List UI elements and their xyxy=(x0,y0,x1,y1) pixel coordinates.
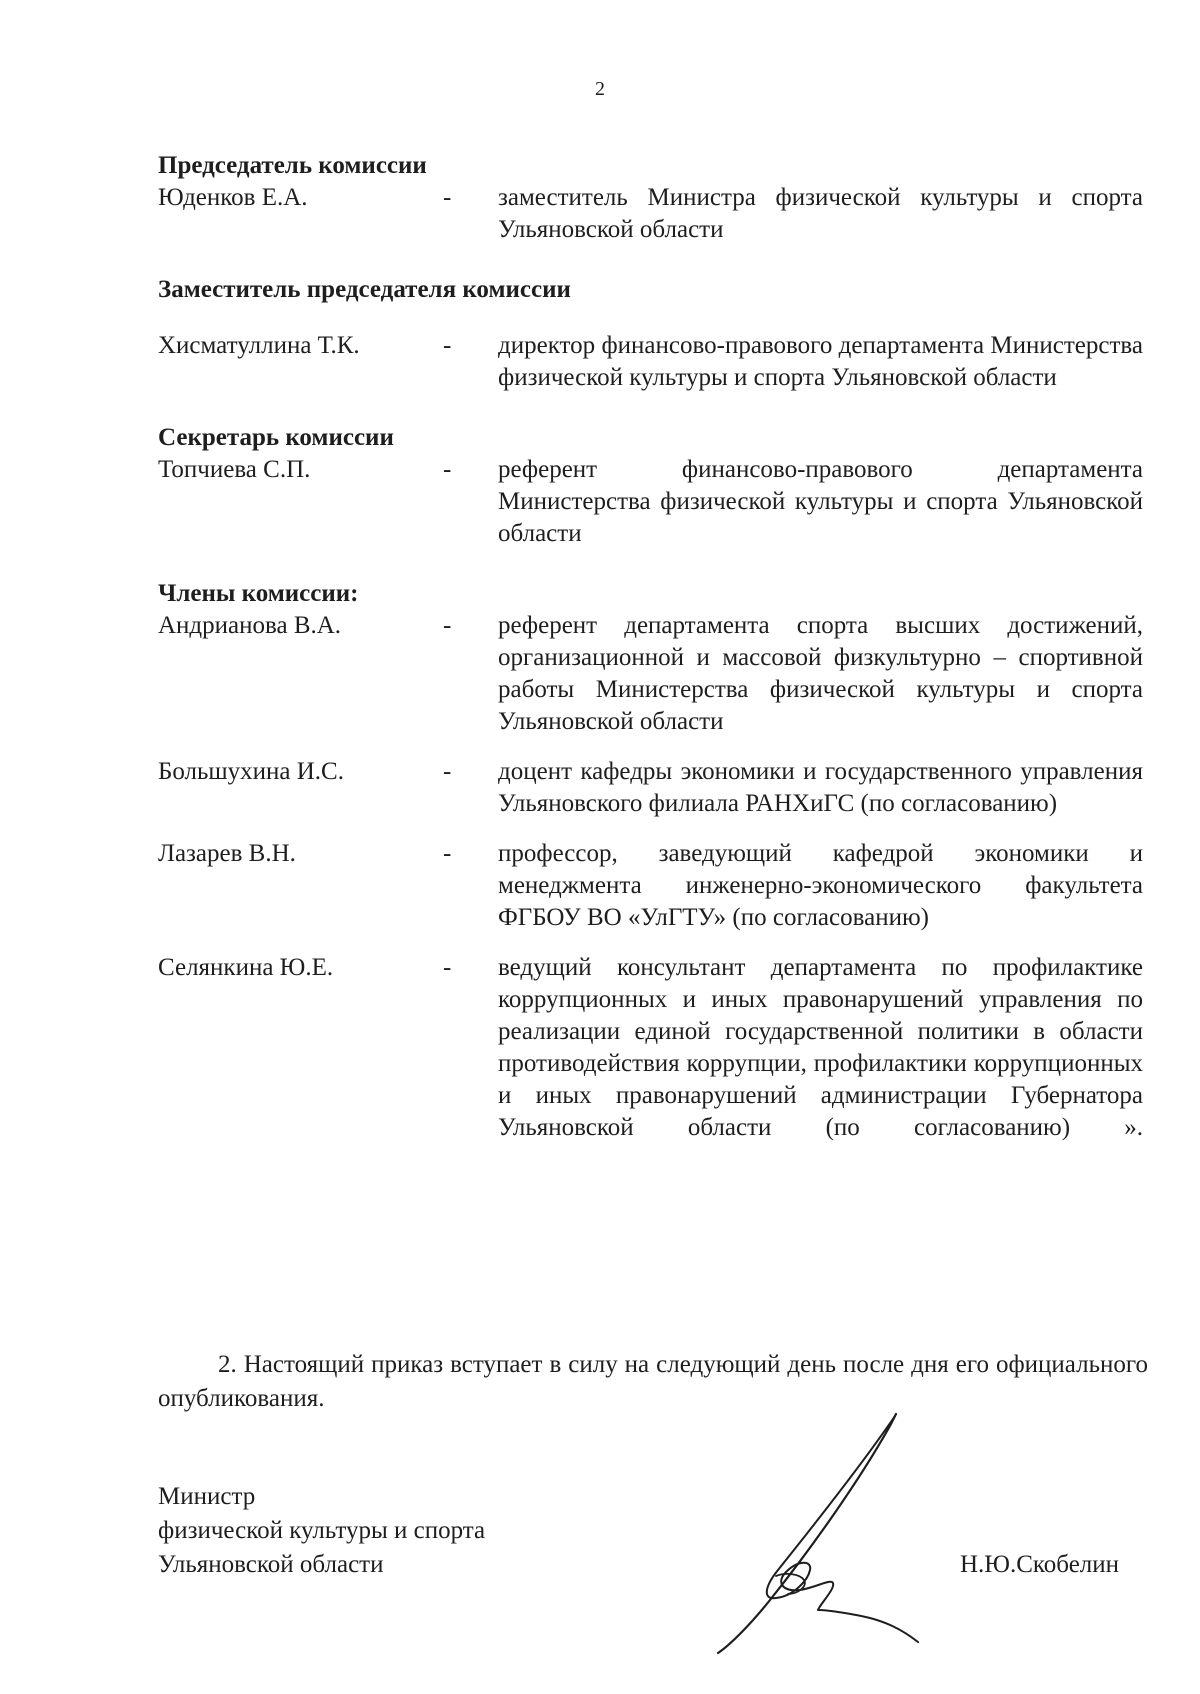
signatory-title-line: Ульяновской области xyxy=(158,1551,384,1578)
member-name: Топчиева С.П. xyxy=(158,456,311,483)
member-row xyxy=(158,756,1143,820)
member-row xyxy=(158,182,1143,246)
member-dash: - xyxy=(443,612,452,639)
signatory-title xyxy=(158,1480,485,1582)
member-role xyxy=(498,952,1143,1144)
member-name: Большухина И.С. xyxy=(158,758,344,785)
handwritten-signature xyxy=(690,1410,950,1655)
commission-composition xyxy=(158,150,1143,1144)
member-row xyxy=(158,330,1143,394)
signatory-name: Н.Ю.Скобелин xyxy=(960,1551,1120,1578)
member-name: Юденков Е.А. xyxy=(158,184,308,211)
section-heading-deputy-chairman: Заместитель председателя комиссии xyxy=(158,276,571,303)
member-dash: - xyxy=(443,758,452,785)
member-dash: - xyxy=(443,954,452,981)
page-number: 2 xyxy=(595,78,605,100)
member-name: Селянкина Ю.Е. xyxy=(158,954,334,981)
member-role: доцент кафедры экономики и государственного управления Ульяновского филиала РАНХиГС (по согласованию) xyxy=(498,758,1143,817)
member-dash: - xyxy=(443,184,452,211)
signatory-title-line: физической культуры и спорта xyxy=(158,1517,486,1544)
member-dash: - xyxy=(443,840,452,867)
member-row xyxy=(158,610,1143,738)
section-heading-chairman: Председатель комиссии xyxy=(158,152,427,179)
clause-2-paragraph: 2. Настоящий приказ вступает в силу на следующий день после дня его официального опубликования. xyxy=(158,1351,1148,1412)
section-heading-members: Члены комиссии: xyxy=(158,580,359,607)
closing-quote: ». xyxy=(1124,1114,1143,1141)
member-name: Хисматуллина Т.К. xyxy=(158,332,360,359)
member-role: профессор, заведующий кафедрой экономики и менеджмента инженерно-экономического факультета ФГБОУ ВО «УлГТУ» (по согласованию) xyxy=(498,840,1143,931)
section-heading-secretary: Секретарь комиссии xyxy=(158,424,394,451)
member-name: Лазарев В.Н. xyxy=(158,840,296,867)
member-role: заместитель Министра физической культуры и спорта Ульяновской области xyxy=(498,184,1143,243)
member-role-text: ведущий консультант департамента по профилактике коррупционных и иных правонарушений управления по реализации единой государственной политики в области противодействия коррупции, профилактики коррупционных и иных правонарушений администрации Губернатора Ульяновской области (по согласованию) xyxy=(498,954,1143,1141)
member-dash: - xyxy=(443,456,452,483)
member-row xyxy=(158,454,1143,550)
member-role: директор финансово-правового департамента Министерства физической культуры и спорта Ульяновской области xyxy=(498,332,1143,391)
member-dash: - xyxy=(443,332,452,359)
member-role: референт финансово-правового департамента Министерства физической культуры и спорта Ульяновской области xyxy=(498,456,1143,547)
member-role: референт департамента спорта высших достижений, организационной и массовой физкультурно – спортивной работы Министерства физической культуры и спорта Ульяновской области xyxy=(498,612,1143,735)
signatory-title-line: Министр xyxy=(158,1483,256,1510)
member-name: Андрианова В.А. xyxy=(158,612,342,639)
member-row xyxy=(158,838,1143,934)
member-row xyxy=(158,952,1143,1144)
